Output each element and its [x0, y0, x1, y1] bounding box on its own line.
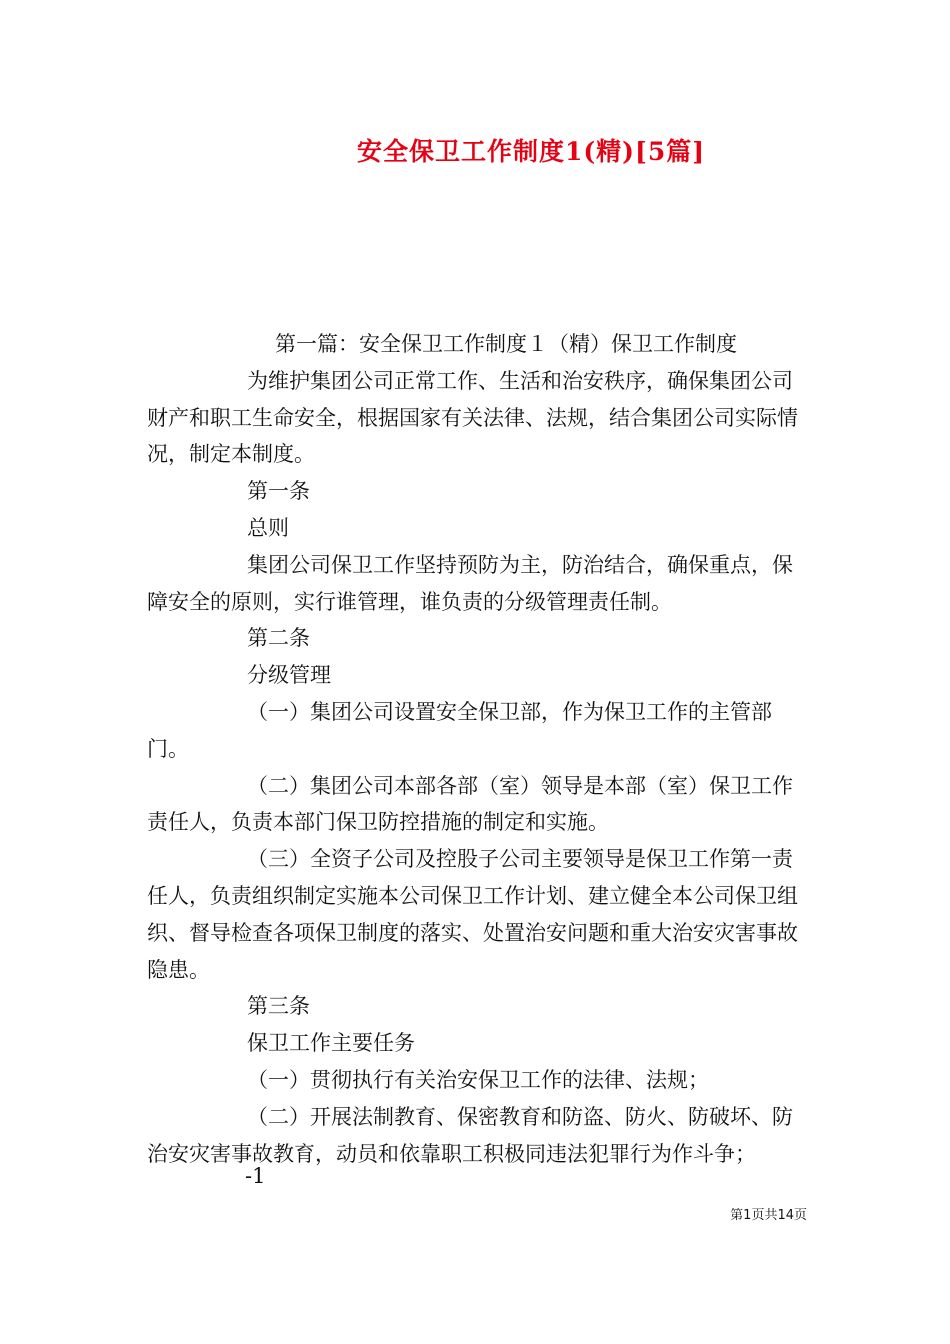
paragraph: 保卫工作主要任务: [247, 1031, 415, 1056]
paragraph: 第一条: [247, 479, 310, 504]
document-body: [147, 326, 805, 1172]
page-footer: 第1页共14页: [730, 1208, 807, 1223]
paragraph: 第三条: [247, 994, 310, 1019]
paragraph: 第二条: [247, 626, 310, 651]
paragraph: （二）集团公司本部各部（室）领导是本部（室）保卫工作责任人，负责本部门保卫防控措施的制定和实施。: [147, 773, 793, 835]
paragraph: （一）贯彻执行有关治安保卫工作的法律、法规；: [247, 1067, 709, 1092]
paragraph: 为维护集团公司正常工作、生活和治安秩序，确保集团公司财产和职工生命安全，根据国家有关法律、法规，结合集团公司实际情况，制定本制度。: [147, 368, 798, 467]
paragraph: 第一篇：安全保卫工作制度１（精）保卫工作制度: [275, 332, 737, 356]
paragraph: （一）集团公司设置安全保卫部，作为保卫工作的主管部门。: [147, 699, 772, 761]
paragraph: 集团公司保卫工作坚持预防为主，防治结合，确保重点，保障安全的原则，实行谁管理，谁负责的分级管理责任制。: [147, 552, 793, 614]
page-title: 安全保卫工作制度1(精)[5篇]: [356, 137, 706, 166]
paragraph: 总则: [247, 515, 289, 540]
paragraph: （三）全资子公司及控股子公司主要领导是保卫工作第一责任人，负责组织制定实施本公司保卫工作计划、建立健全本公司保卫组织、督导检查各项保卫制度的落实、处置治安问题和重大治安灾害事故隐患。: [147, 847, 798, 982]
paragraph: （二）开展法制教育、保密教育和防盗、防火、防破坏、防治安灾害事故教育，动员和依靠职工积极同违法犯罪行为作斗争；: [147, 1104, 793, 1166]
page-marker: -1: [245, 1164, 266, 1188]
paragraph: 分级管理: [247, 663, 331, 688]
